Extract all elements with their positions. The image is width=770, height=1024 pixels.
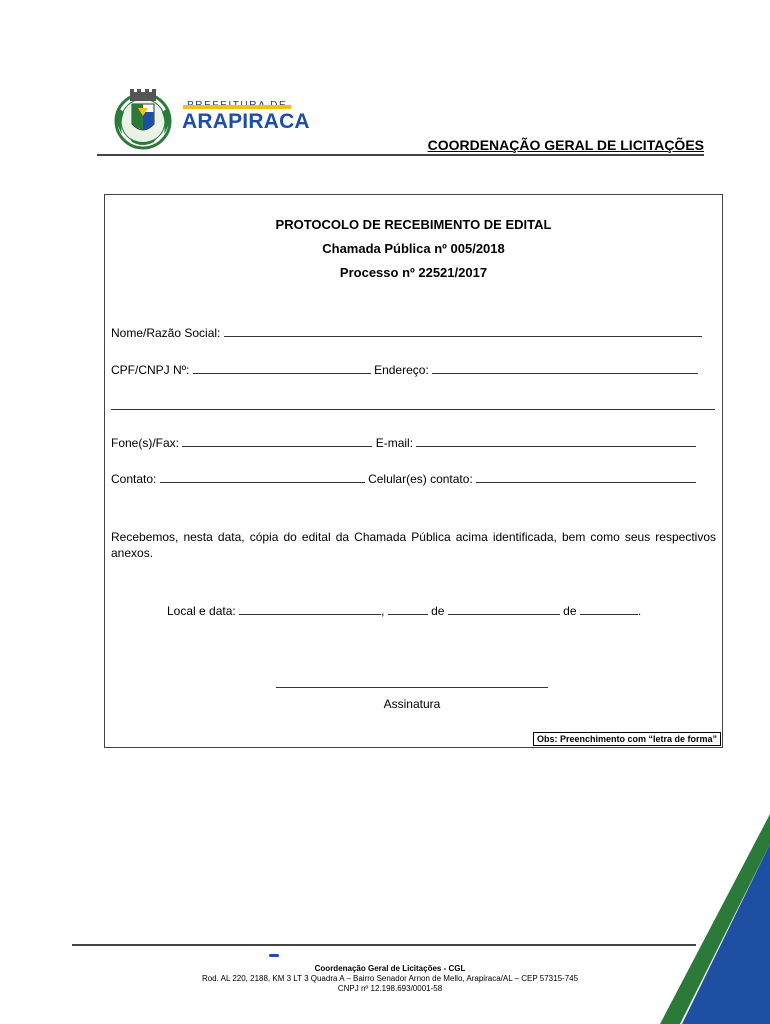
chamada-publica-number: Chamada Pública nº 005/2018 xyxy=(322,241,505,256)
endereco-field-line2[interactable] xyxy=(111,398,715,410)
comma-text: , xyxy=(381,604,385,618)
logo-yellow-bar xyxy=(183,105,291,109)
signature-label: Assinatura xyxy=(383,697,441,711)
city-seal-icon xyxy=(108,88,178,150)
logo-city-text: ARAPIRACA xyxy=(182,110,310,133)
local-data-label: Local e data: xyxy=(167,604,236,618)
day-field[interactable] xyxy=(388,603,428,615)
protocol-form xyxy=(104,194,723,748)
corner-stripes-decoration xyxy=(660,804,770,1024)
signature-line[interactable] xyxy=(276,687,548,688)
processo-number: Processo nº 22521/2017 xyxy=(339,265,488,280)
receipt-statement: Recebemos, nesta data, cópia do edital da Chamada Pública acima identificada, bem como seus respectivos anexos. xyxy=(111,530,716,560)
fone-label: Fone(s)/Fax: xyxy=(111,436,180,450)
endereco-label: Endereço: xyxy=(374,363,429,377)
cpf-field[interactable] xyxy=(193,362,371,374)
email-label: E-mail: xyxy=(375,436,414,450)
cpf-label: CPF/CNPJ Nº: xyxy=(111,363,190,377)
contato-label: Contato: xyxy=(111,472,157,486)
year-field[interactable] xyxy=(580,603,638,615)
email-field[interactable] xyxy=(416,435,696,447)
cpf-endereco-row xyxy=(111,362,698,377)
endereco-continuation-row xyxy=(111,398,715,413)
footer-divider xyxy=(72,944,696,946)
nome-row xyxy=(111,325,702,340)
de-text-1: de xyxy=(431,604,445,618)
de-text-2: de xyxy=(563,604,577,618)
fone-field[interactable] xyxy=(182,435,372,447)
celular-label: Celular(es) contato: xyxy=(368,472,473,486)
nome-label: Nome/Razão Social: xyxy=(111,326,221,340)
form-title: PROTOCOLO DE RECEBIMENTO DE EDITAL xyxy=(275,217,552,232)
footer-mark-icon xyxy=(269,954,279,957)
footer-address: Rod. AL 220, 2188, KM 3 LT 3 Quadra A – Bairro Senador Arnon de Mello, Arapiraca/AL – CEP 57315-745 xyxy=(201,974,579,983)
endereco-field[interactable] xyxy=(432,362,698,374)
nome-field[interactable] xyxy=(224,325,702,337)
contato-celular-row xyxy=(111,471,696,486)
footer-org-name: Coordenação Geral de Licitações - CGL xyxy=(314,964,466,973)
month-field[interactable] xyxy=(448,603,560,615)
footer-cnpj: CNPJ nº 12.198.693/0001-58 xyxy=(337,984,443,993)
header-divider xyxy=(97,154,704,156)
celular-field[interactable] xyxy=(476,471,696,483)
period-text: . xyxy=(637,604,642,618)
local-field[interactable] xyxy=(239,603,381,615)
footer xyxy=(100,964,680,994)
local-data-row xyxy=(167,603,641,618)
obs-note: Obs: Preenchimento com “letra de forma” xyxy=(533,732,721,746)
contato-field[interactable] xyxy=(160,471,365,483)
fone-email-row xyxy=(111,435,696,450)
page-header-title: COORDENAÇÃO GERAL DE LICITAÇÕES xyxy=(427,137,704,153)
prefeitura-logo xyxy=(108,88,310,150)
